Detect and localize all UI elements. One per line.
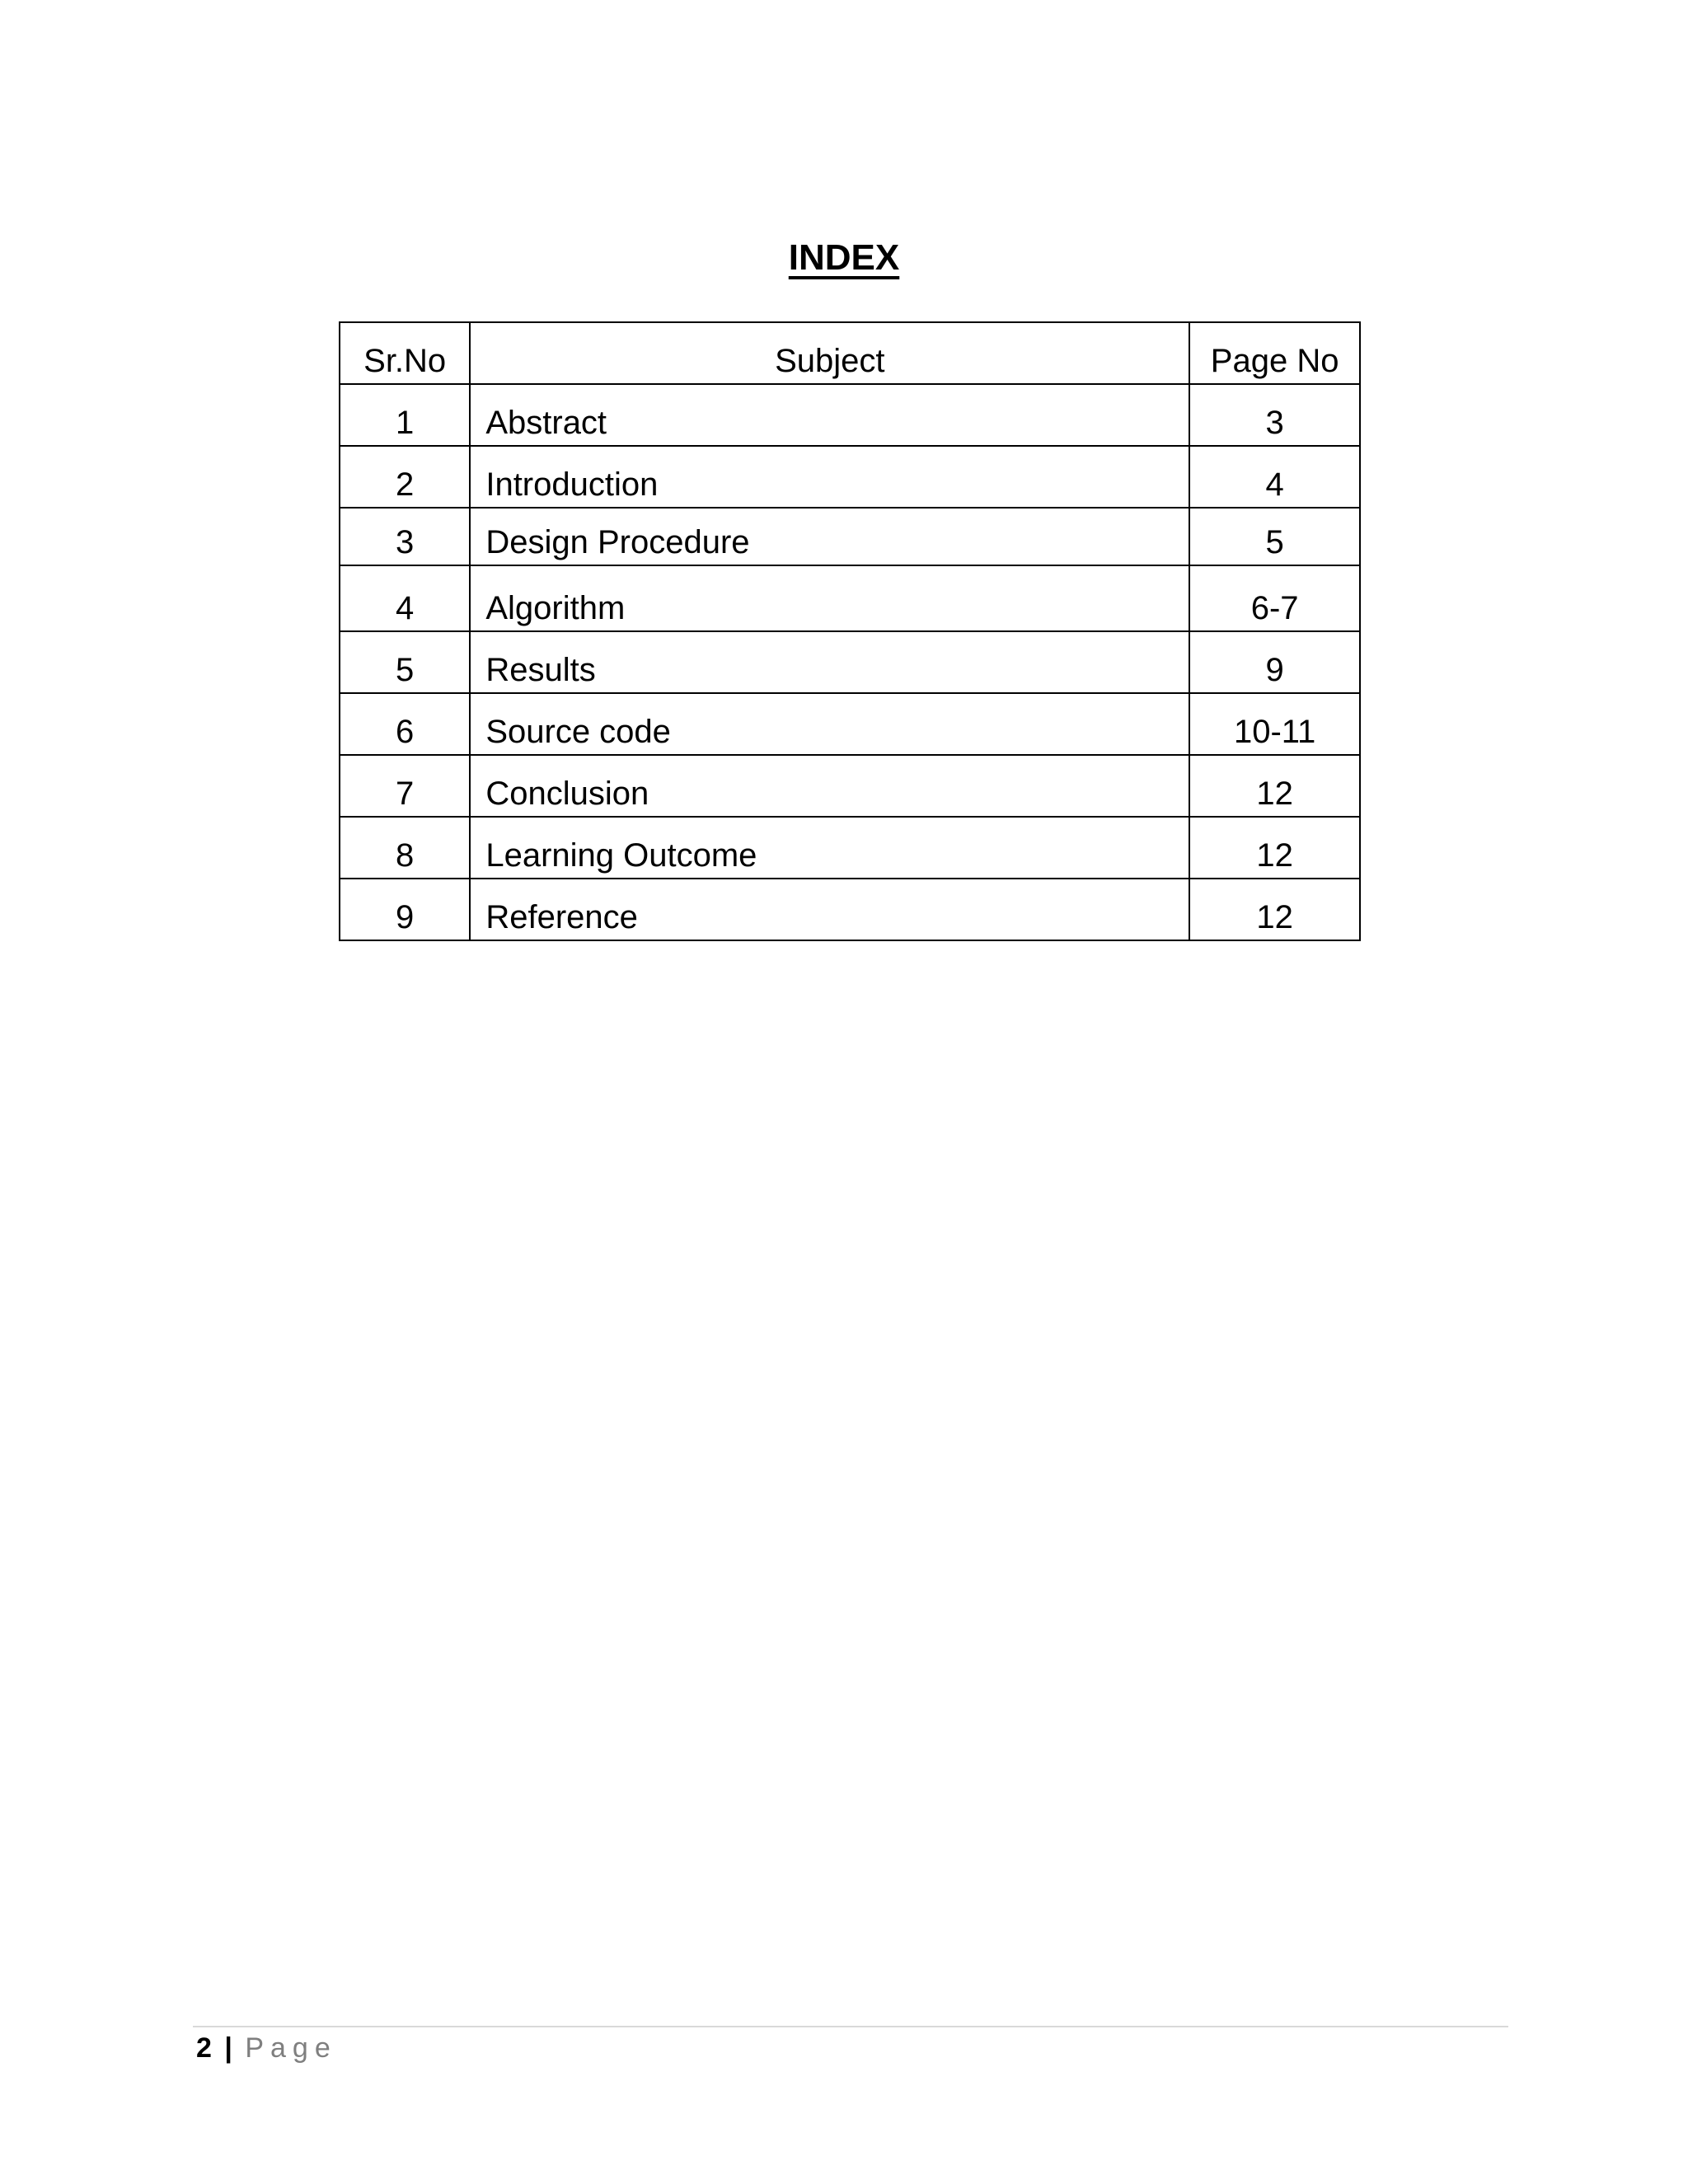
table-row <box>340 565 1360 631</box>
cell-srno: 9 <box>340 879 470 940</box>
page-title: INDEX <box>788 237 900 278</box>
cell-subject: Reference <box>470 879 1189 940</box>
cell-srno: 6 <box>340 693 470 755</box>
cell-page: 12 <box>1189 879 1360 940</box>
cell-page: 10-11 <box>1189 693 1360 755</box>
cell-subject: Design Procedure <box>470 508 1189 565</box>
page-footer <box>196 2032 337 2064</box>
cell-srno: 3 <box>340 508 470 565</box>
cell-page: 12 <box>1189 755 1360 817</box>
table-row <box>340 508 1360 565</box>
index-table <box>339 321 1361 941</box>
table-row <box>340 631 1360 693</box>
cell-page: 12 <box>1189 817 1360 879</box>
table-row <box>340 817 1360 879</box>
table-row <box>340 879 1360 940</box>
cell-srno: 7 <box>340 755 470 817</box>
cell-srno: 2 <box>340 446 470 508</box>
cell-subject: Abstract <box>470 384 1189 446</box>
cell-srno: 4 <box>340 565 470 631</box>
cell-page: 5 <box>1189 508 1360 565</box>
cell-subject: Conclusion <box>470 755 1189 817</box>
cell-subject: Learning Outcome <box>470 817 1189 879</box>
header-subject: Subject <box>470 322 1189 384</box>
footer-page-label: Page <box>245 2032 337 2064</box>
table-row <box>340 446 1360 508</box>
footer-separator: | <box>224 2032 232 2064</box>
footer-page-number: 2 <box>196 2032 212 2064</box>
cell-page: 9 <box>1189 631 1360 693</box>
cell-srno: 5 <box>340 631 470 693</box>
cell-subject: Introduction <box>470 446 1189 508</box>
cell-srno: 1 <box>340 384 470 446</box>
table-row <box>340 755 1360 817</box>
footer-divider <box>193 2026 1508 2027</box>
table-header-row <box>340 322 1360 384</box>
cell-subject: Source code <box>470 693 1189 755</box>
table-row <box>340 693 1360 755</box>
table-row <box>340 384 1360 446</box>
cell-page: 4 <box>1189 446 1360 508</box>
cell-srno: 8 <box>340 817 470 879</box>
cell-page: 3 <box>1189 384 1360 446</box>
cell-subject: Algorithm <box>470 565 1189 631</box>
cell-page: 6-7 <box>1189 565 1360 631</box>
header-page-no: Page No <box>1189 322 1360 384</box>
header-srno: Sr.No <box>340 322 470 384</box>
cell-subject: Results <box>470 631 1189 693</box>
